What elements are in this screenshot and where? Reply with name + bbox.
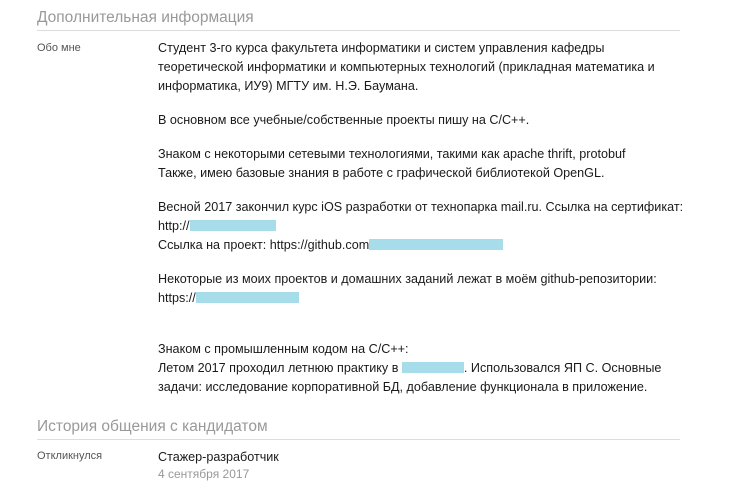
about-p3-line1: Знаком с некоторыми сетевыми технологиями, такими как apache thrift, protobuf bbox=[158, 147, 626, 161]
redacted-block bbox=[402, 362, 464, 373]
certificate-link-prefix: http:// bbox=[158, 219, 190, 233]
redacted-block bbox=[190, 220, 276, 231]
about-p6-line2-suffix: . Использовался ЯП С. Основные bbox=[463, 361, 662, 375]
about-p3-line2: Также, имею базовые знания в работе с графической библиотекой OpenGL. bbox=[158, 166, 605, 180]
about-paragraph bbox=[158, 145, 688, 183]
redacted-block bbox=[196, 292, 299, 303]
about-paragraph bbox=[158, 198, 688, 255]
github-link-prefix: https:// bbox=[158, 291, 196, 305]
about-p6-line2-prefix: Летом 2017 проходил летнюю практику в bbox=[158, 361, 399, 375]
about-p4-line1: Весной 2017 закончил курс iOS разработки от технопарка mail.ru. Ссылка на сертификат: bbox=[158, 200, 684, 214]
about-paragraph bbox=[158, 39, 688, 96]
about-paragraph bbox=[158, 270, 688, 308]
about-paragraph bbox=[158, 111, 688, 130]
project-link-prefix: Ссылка на проект: https://github.com bbox=[158, 238, 370, 252]
section-title-extra-info: Дополнительная информация bbox=[37, 9, 680, 31]
response-date: 4 сентября 2017 bbox=[158, 467, 250, 481]
vacancy-title: Стажер-разработчик bbox=[158, 450, 279, 464]
about-paragraph bbox=[158, 340, 688, 397]
about-p2: В основном все учебные/собственные проекты пишу на C/C++. bbox=[158, 113, 530, 127]
about-p1: Студент 3-го курса факультета информатики и систем управления кафедры теоретической информатики и компьютерных технологий (прикладная математика и информатика, ИУ9) МГТУ им. Н.Э. Баумана. bbox=[158, 41, 655, 93]
section-title-history: История общения с кандидатом bbox=[37, 418, 680, 440]
about-p6-line3: задачи: исследование корпоративной БД, добавление функционала в приложение. bbox=[158, 380, 648, 394]
responded-label: Откликнулся bbox=[37, 450, 103, 462]
about-text bbox=[158, 39, 688, 412]
about-label: Обо мне bbox=[37, 42, 81, 54]
redacted-block bbox=[369, 239, 503, 250]
about-p6-line1: Знаком с промышленным кодом на C/C++: bbox=[158, 342, 409, 356]
about-p5-line1: Некоторые из моих проектов и домашних заданий лежат в моём github-репозитории: bbox=[158, 272, 657, 286]
